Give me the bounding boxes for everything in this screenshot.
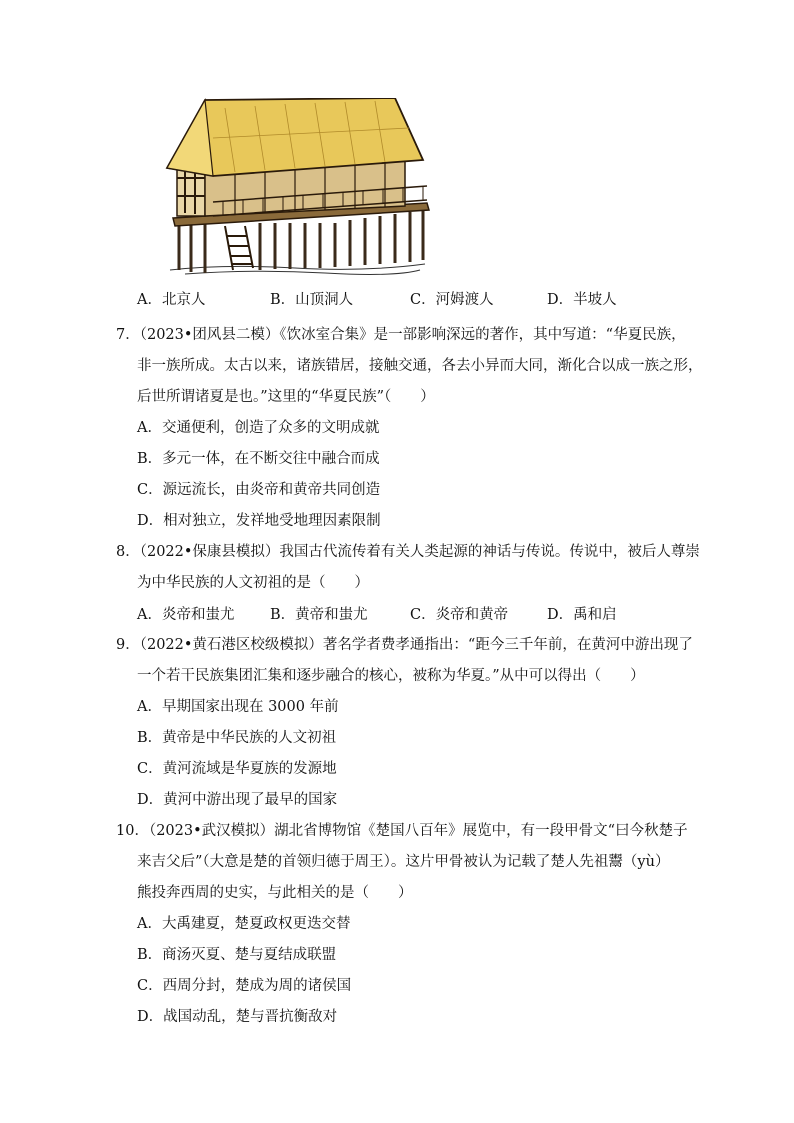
q8-stem-line-2: 为中华民族的人文初祖的是（ ） xyxy=(137,575,369,591)
q7-stem-line-2: 非一族所成。太古以来，诸族错居，接触交通，各去小异而大同，渐化合以成一族之形， xyxy=(137,358,703,374)
q10-stem-line-1: 10．（2023•武汉模拟）湖北省博物馆《楚国八百年》展览中，有一段甲骨文“曰今秋楚子 xyxy=(116,823,688,839)
q8-option-d[interactable]: D．禹和启 xyxy=(547,607,617,623)
q7-option-d[interactable]: D．相对独立，发祥地受地理因素限制 xyxy=(137,513,381,529)
q6-option-b[interactable]: B．山顶洞人 xyxy=(270,292,354,308)
q8-option-b[interactable]: B．黄帝和蚩尤 xyxy=(270,607,368,623)
q6-option-d[interactable]: D．半坡人 xyxy=(547,292,617,308)
q9-option-b[interactable]: B．黄帝是中华民族的人文初祖 xyxy=(137,730,337,746)
q9-option-c[interactable]: C．黄河流域是华夏族的发源地 xyxy=(137,761,337,777)
q6-options xyxy=(137,288,657,310)
q7-option-c[interactable]: C．源远流长，由炎帝和黄帝共同创造 xyxy=(137,482,381,498)
q10-option-b[interactable]: B．商汤灭夏、楚与夏结成联盟 xyxy=(137,947,337,963)
q10-stem-line-2: 来吉父后”（大意是楚的首领归德于周王）。这片甲骨被认为记载了楚人先祖鬻（yù） xyxy=(137,854,670,870)
q8-stem-line-1: 8．（2022•保康县模拟）我国古代流传着有关人类起源的神话与传说。传说中，被后人尊崇 xyxy=(116,544,700,560)
q7-option-b[interactable]: B．多元一体，在不断交往中融合而成 xyxy=(137,451,380,467)
q10-option-d[interactable]: D．战国动乱，楚与晋抗衡敌对 xyxy=(137,1009,338,1025)
q6-option-a[interactable]: A．北京人 xyxy=(137,292,206,308)
q9-option-a[interactable]: A．早期国家出现在 3000 年前 xyxy=(137,699,339,715)
q7-stem-line-1: 7．（2023•团风县二模）《饮冰室合集》是一部影响深远的著作，其中写道：“华夏民族， xyxy=(116,327,686,343)
stilt-house-illustration xyxy=(165,98,431,278)
q10-stem-line-3: 熊投奔西周的史实，与此相关的是（ ） xyxy=(137,885,413,901)
q9-option-d[interactable]: D．黄河中游出现了最早的国家 xyxy=(137,792,338,808)
q7-option-a[interactable]: A．交通便利，创造了众多的文明成就 xyxy=(137,420,380,436)
q7-stem-line-3: 后世所谓诸夏是也。”这里的“华夏民族”（ ） xyxy=(137,389,435,405)
q8-options xyxy=(137,603,657,625)
q9-stem-line-1: 9．（2022•黄石港区校级模拟）著名学者费孝通指出：“距今三千年前，在黄河中游出现了 xyxy=(116,637,693,653)
q8-option-a[interactable]: A．炎帝和蚩尤 xyxy=(137,607,235,623)
q8-option-c[interactable]: C．炎帝和黄帝 xyxy=(410,607,509,623)
q10-option-a[interactable]: A．大禹建夏，楚夏政权更迭交替 xyxy=(137,916,351,932)
q9-stem-line-2: 一个若干民族集团汇集和逐步融合的核心，被称为华夏。”从中可以得出（ ） xyxy=(137,668,645,684)
q10-option-c[interactable]: C．西周分封，楚成为周的诸侯国 xyxy=(137,978,352,994)
q6-option-c[interactable]: C．河姆渡人 xyxy=(410,292,494,308)
